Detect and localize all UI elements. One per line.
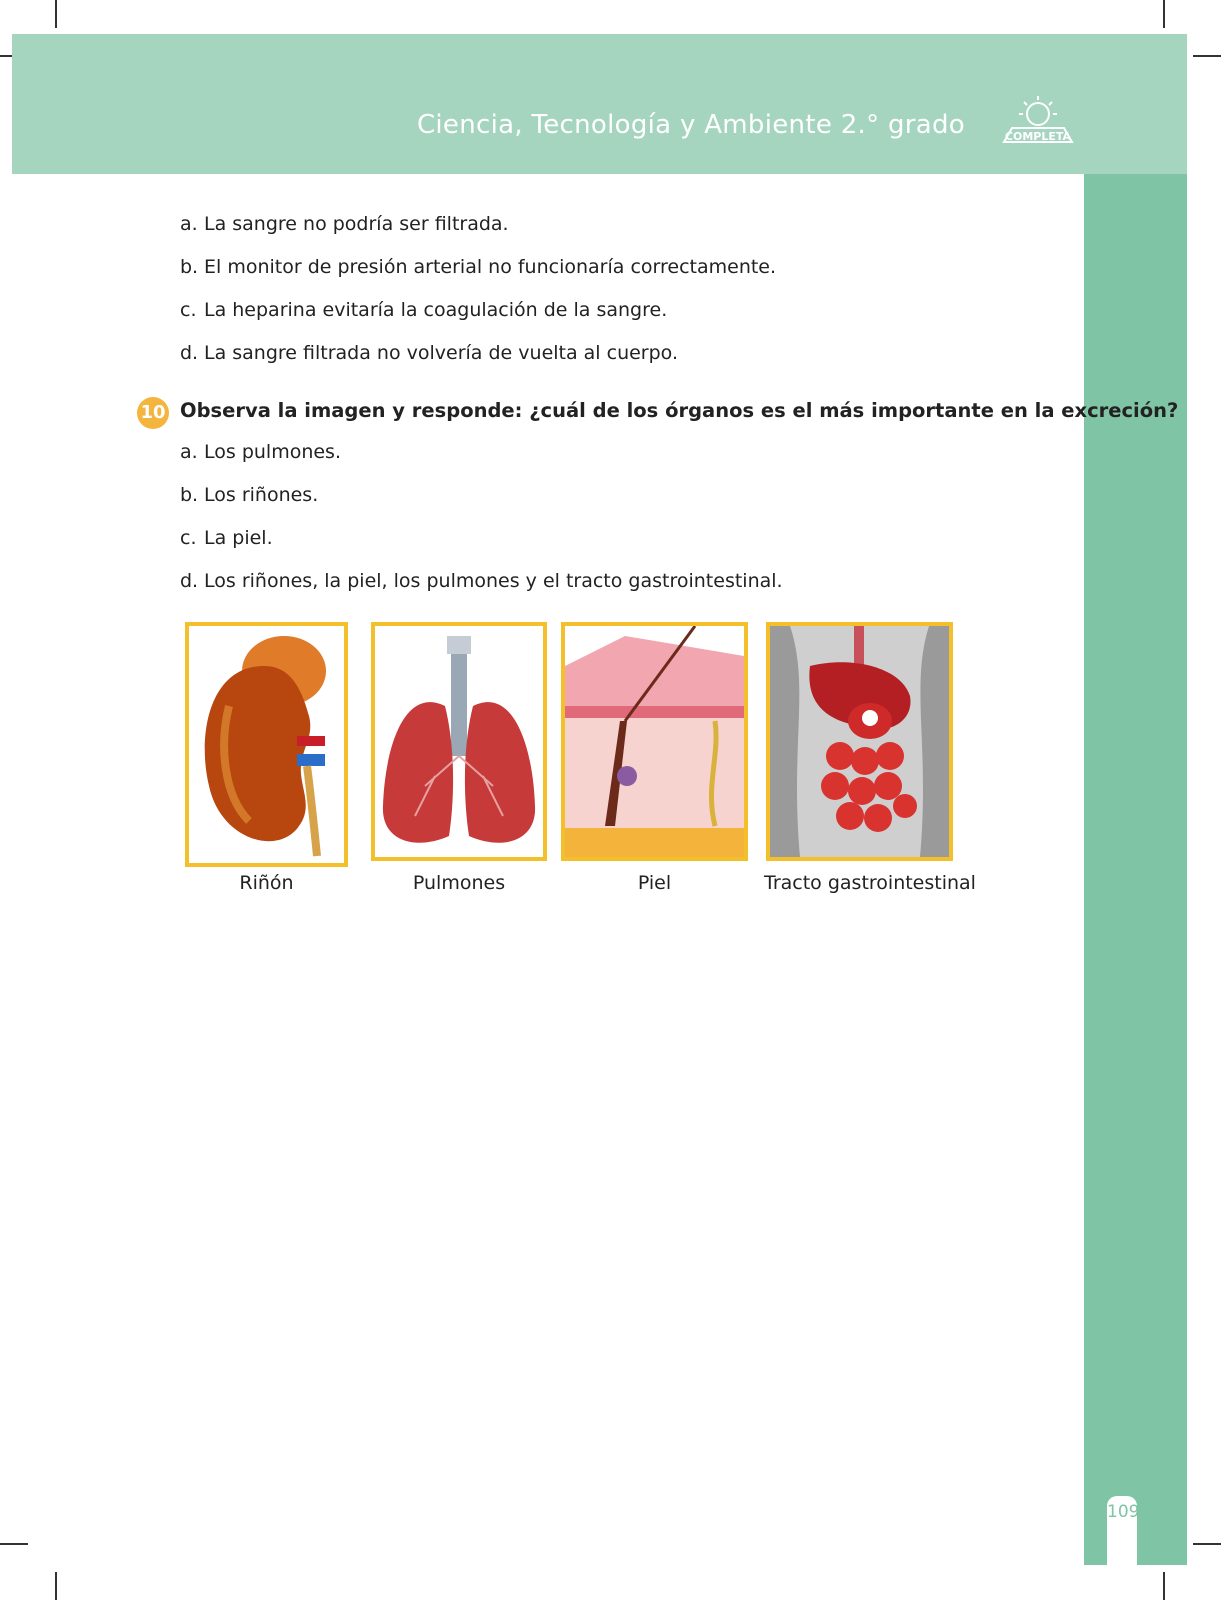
option-c [180, 299, 667, 321]
logo-text: COMPLETA [1004, 130, 1072, 143]
crop-mark [1163, 0, 1165, 28]
option-text: Los riñones, la piel, los pulmones y el tracto gastrointestinal. [204, 570, 783, 592]
side-band [1084, 174, 1187, 1565]
option-letter: a. [180, 441, 198, 463]
option-b [180, 256, 776, 278]
page-number: 109 [1107, 1502, 1140, 1522]
option-letter: c. [180, 527, 197, 549]
option-text: La heparina evitaría la coagulación de la sangre. [204, 299, 668, 321]
option-text: La sangre no podría ser filtrada. [204, 213, 509, 235]
jornada-logo [998, 94, 1078, 156]
image-caption: Tracto gastrointestinal [764, 872, 976, 894]
option-a [180, 213, 509, 235]
option-letter: b. [180, 256, 199, 278]
option-text: El monitor de presión arterial no funcionaría correctamente. [204, 256, 777, 278]
option-letter: d. [180, 342, 199, 364]
lungs-image [371, 622, 547, 861]
image-caption: Pulmones [412, 872, 506, 894]
question-number-badge: 10 [137, 397, 169, 429]
crop-mark [55, 0, 57, 28]
option-text: La sangre filtrada no volvería de vuelta al cuerpo. [204, 342, 679, 364]
crop-mark [1163, 1572, 1165, 1600]
crop-mark [1193, 55, 1221, 57]
q10-option-b [180, 484, 318, 506]
page-header-title: Ciencia, Tecnología y Ambiente 2.° grado [416, 110, 965, 140]
image-caption: Riñón [239, 872, 294, 894]
crop-mark [55, 1572, 57, 1600]
option-d [180, 342, 678, 364]
crop-mark [0, 1543, 28, 1545]
option-letter: a. [180, 213, 198, 235]
image-caption: Piel [637, 872, 672, 894]
skin-image [561, 622, 748, 861]
option-text: La piel. [204, 527, 273, 549]
question-text: Observa la imagen y responde: ¿cuál de los órganos es el más importante en la excreción? [180, 399, 1179, 422]
kidney-image [185, 622, 348, 867]
gastrointestinal-tract-image [766, 622, 953, 861]
q10-option-c [180, 527, 273, 549]
option-text: Los pulmones. [204, 441, 341, 463]
option-text: Los riñones. [204, 484, 319, 506]
option-letter: c. [180, 299, 197, 321]
q10-option-a [180, 441, 341, 463]
q10-option-d [180, 570, 783, 592]
option-letter: d. [180, 570, 199, 592]
option-letter: b. [180, 484, 199, 506]
crop-mark [1193, 1543, 1221, 1545]
